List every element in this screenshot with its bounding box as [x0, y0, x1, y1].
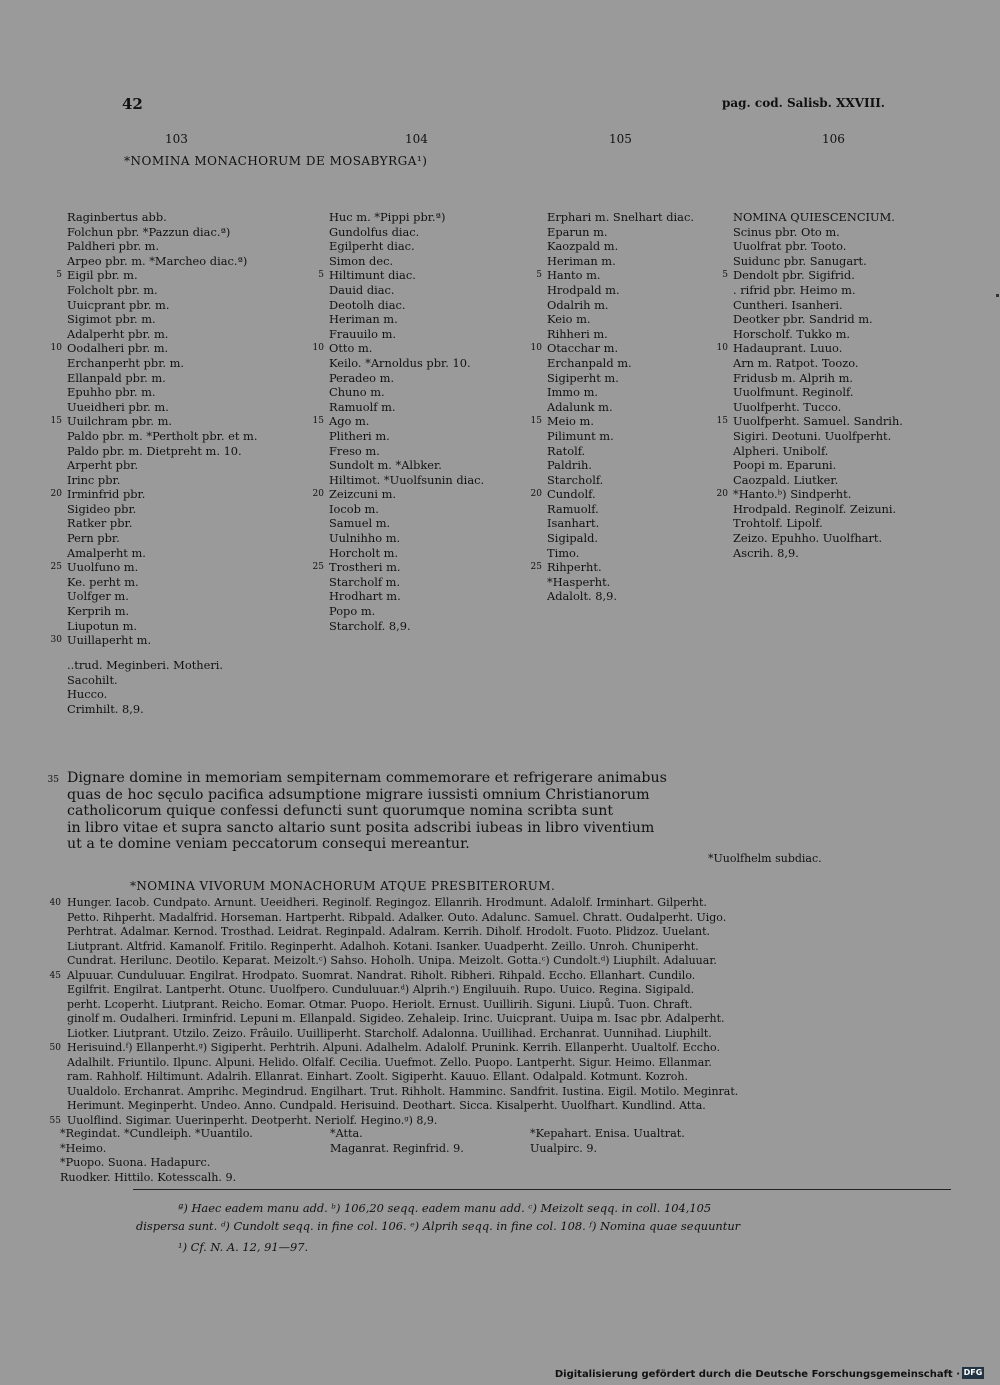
text-line: Starcholf m.: [329, 574, 401, 589]
text-line: 25 Uuolfuno m.: [67, 560, 257, 575]
text-line: 10 Hadauprant. Luuo.: [733, 341, 903, 356]
line-number: 30: [50, 635, 62, 646]
text-line: Ratker pbr.: [67, 516, 133, 531]
text-line: Hrodpald. Reginolf. Zeizuni.: [733, 501, 897, 516]
page-number: 42: [122, 95, 143, 113]
text-line: Erphari m. Snelhart diac.: [547, 210, 694, 224]
line-number: 35: [47, 775, 59, 785]
line-number: 15: [716, 416, 728, 427]
text-line: Timo.: [547, 545, 580, 560]
text-line: Ellanpald pbr. m.: [67, 370, 166, 385]
text-line: Arperht pbr.: [67, 458, 139, 473]
prayer-line: in libro vitae et supra sancto altario sunt posita adscribi iubeas in libro viventium: [67, 819, 655, 836]
text-line: Freso m.: [329, 443, 380, 458]
text-line: Raginbertus abb.: [67, 210, 167, 224]
line-number: 25: [50, 562, 62, 573]
vivi-line: Cundrat. Herilunc. Deotilo. Keparat. Meizolt.ᶜ) Sahso. Hoholh. Unipa. Meizolt. Gotta.ᶜ) Cundolt.ᵈ) Liuphilt. Adaluuar.: [67, 954, 717, 967]
text-line: 25 Rihperht.: [547, 560, 694, 575]
text-line: Uulnihho m.: [329, 531, 401, 546]
prayer-text: [47, 770, 667, 853]
vivi-title: *NOMINA VIVORUM MONACHORUM ATQUE PRESBITERORUM.: [130, 879, 556, 893]
text-line: Folcholt pbr. m.: [67, 282, 158, 297]
text-line: Uolfger m.: [67, 589, 129, 604]
text-line: Poopi m. Eparuni.: [733, 458, 837, 473]
text-line: 20 Cundolf.: [547, 487, 694, 502]
line-number: 10: [530, 343, 542, 354]
text-line: Kerprih m.: [67, 604, 130, 619]
vivi-line: Egilfrit. Engilrat. Lantperht. Otunc. Uuolfpero. Cunduluuar.ᵈ) Alprih.ᵉ) Engiluuih. Rupo. Uuico. Regina. Sigipald.: [67, 983, 695, 996]
prayer-line: quas de hoc sęculo pacifica adsumptione migrare iussisti omnium Christianorum: [67, 786, 650, 803]
text-line: 20 *Hanto.ᵇ) Sindperht.: [733, 487, 903, 502]
line-number: 45: [49, 970, 61, 981]
text-line: 10 Otacchar m.: [547, 341, 694, 356]
text-line: Starcholf. 8,9.: [329, 618, 411, 633]
text-line: Plitheri m.: [329, 428, 390, 443]
line-number: 10: [716, 343, 728, 354]
text-line: Erchanperht pbr. m.: [67, 355, 185, 370]
text-line: Huc m. *Pippi pbr.ª): [329, 210, 446, 224]
text-line: Ke. perht m.: [67, 574, 139, 589]
text-line: Cuntheri. Isanheri.: [733, 297, 843, 312]
text-line: 20 Zeizcuni m.: [329, 487, 484, 502]
footnote-line: ª) Haec eadem manu add. ᵇ) 106,20 seqq. eadem manu add. ᶜ) Meizolt seqq. in coll. 104,105: [178, 1201, 712, 1215]
vivi-line: 45 Alpuuar. Cunduluuar. Engilrat. Hrodpato. Suomrat. Nandrat. Riholt. Ribheri. Rihpald. Eccho. Ellanhart. Cundilo.: [67, 969, 738, 984]
line-number: 25: [530, 562, 542, 573]
column-number: 106: [822, 132, 845, 146]
line-number: 15: [50, 416, 62, 427]
text-line: Hucco.: [67, 687, 108, 702]
text-line: 15 Uuilchram pbr. m.: [67, 414, 257, 429]
column-104: [312, 210, 485, 633]
prayer-line: ut a te domine veniam peccatorum consequi mereantur.: [67, 836, 470, 853]
text-line: Heriman m.: [329, 312, 398, 327]
text-line: Maganrat. Reginfrid. 9.: [330, 1141, 464, 1155]
text-line: Keilo. *Arnoldus pbr. 10.: [329, 355, 471, 370]
text-line: Amalperht m.: [67, 545, 146, 560]
text-line: Uuolfmunt. Reginolf.: [733, 385, 854, 400]
text-line: Arn m. Ratpot. Toozo.: [733, 355, 859, 370]
text-line: Adalperht pbr. m.: [67, 326, 169, 341]
text-line: Samuel m.: [329, 516, 391, 531]
line-number: 55: [49, 1115, 61, 1126]
text-line: *Atta.: [330, 1127, 363, 1140]
vivi-line: Adalhilt. Friuntilo. Ilpunc. Alpuni. Helido. Olfalf. Cecilia. Uuefmot. Zello. Puopo. Lantperht. Sigur. Heimo. Ellanmar.: [67, 1055, 712, 1069]
text-line: Alpheri. Unibolf.: [733, 443, 829, 458]
text-line: Sacohilt.: [67, 672, 118, 687]
text-line: Paldheri pbr. m.: [67, 239, 160, 254]
text-line: ..trud. Meginberi. Motheri.: [67, 658, 224, 672]
tail-left: [60, 1127, 253, 1185]
vivi-line: Petto. Rihperht. Madalfrid. Horseman. Hartperht. Ribpald. Adalker. Outo. Adalunc. Samuel. Chratt. Oudalperht. Uigo.: [67, 910, 727, 924]
vivi-line: ginolf m. Oudalheri. Irminfrid. Lepuni m. Ellanpald. Sigideo. Zehaleip. Irinc. Uuicprant. Uuipa m. Isac pbr. Adalperht.: [67, 1012, 725, 1025]
line-number: 10: [50, 343, 62, 354]
text-line: Odalrih m.: [547, 297, 609, 312]
text-line: Ratolf.: [547, 443, 586, 458]
text-line: 15 Uuolfperht. Samuel. Sandrih.: [733, 414, 903, 429]
column-number: 104: [405, 132, 428, 146]
text-line: Uuolfrat pbr. Tooto.: [733, 239, 847, 254]
text-line: Scinus pbr. Oto m.: [733, 224, 840, 239]
line-number: 20: [716, 489, 728, 500]
text-line: Kaozpald m.: [547, 239, 619, 254]
text-line: Uuicprant pbr. m.: [67, 297, 170, 312]
text-line: Suidunc pbr. Sanugart.: [733, 253, 867, 268]
text-line: Starcholf.: [547, 472, 604, 487]
vivi-names: [49, 896, 739, 1128]
vivi-line: ram. Rahholf. Hiltimunt. Adalrih. Ellanrat. Einhart. Zoolt. Sigiperht. Kauuo. Ellant. Odalpald. Kotmunt. Kozroh.: [67, 1070, 688, 1083]
column-number: 103: [165, 132, 188, 146]
text-line: 5 Eigil pbr. m.: [67, 268, 257, 283]
tail-right: [530, 1127, 685, 1156]
text-line: *Puopo. Suona. Hadapurc.: [60, 1156, 211, 1169]
text-line: Hiltimot. *Uuolfsunin diac.: [329, 472, 485, 487]
text-line: Deotker pbr. Sandrid m.: [733, 312, 873, 327]
text-line: Ramuolf.: [547, 501, 599, 516]
text-line: Ruodker. Hittilo. Kotesscalh. 9.: [60, 1170, 237, 1184]
text-line: Isanhart.: [547, 516, 600, 531]
text-line: Chuno m.: [329, 385, 385, 400]
text-line: Pern pbr.: [67, 531, 120, 546]
text-line: 15 Meio m.: [547, 414, 694, 429]
text-line: Simon dec.: [329, 253, 394, 268]
text-line: Trohtolf. Lipolf.: [733, 516, 823, 531]
column-106: [716, 210, 903, 560]
text-line: Keio m.: [547, 312, 591, 327]
text-line: Gundolfus diac.: [329, 224, 420, 239]
text-line: *Heimo.: [60, 1141, 107, 1155]
text-line: Fridusb m. Alprih m.: [733, 370, 854, 385]
line-number: 5: [56, 270, 62, 281]
vivi-line: Liotker. Liutprant. Utzilo. Zeizo. Frâuilo. Uuilliperht. Starcholf. Adalonna. Uuillihad. Erchanrat. Uunnihad. Liuphilt.: [67, 1026, 712, 1040]
text-line: Popo m.: [329, 604, 376, 619]
text-line: Rihheri m.: [547, 326, 608, 341]
dfg-logo: DFG: [963, 1368, 983, 1377]
text-line: Horscholf. Tukko m.: [733, 326, 850, 341]
text-line: Immo m.: [547, 385, 599, 400]
line-number: 10: [312, 343, 324, 354]
text-line: Adalolt. 8,9.: [547, 589, 618, 604]
text-line: NOMINA QUIESCENCIUM.: [733, 210, 895, 224]
line-number: 5: [722, 270, 728, 281]
text-line: Dauid diac.: [329, 282, 395, 297]
text-line: Eparun m.: [547, 224, 608, 239]
footnote-rule: [133, 1189, 951, 1190]
text-line: 10 Oodalheri pbr. m.: [67, 341, 257, 356]
text-line: Uualpirc. 9.: [530, 1141, 598, 1155]
text-line: . rifrid pbr. Heimo m.: [733, 282, 856, 297]
line-number: 50: [49, 1043, 61, 1053]
vivi-line: perht. Lcoperht. Liutprant. Reicho. Eomar. Otmar. Puopo. Heriolt. Ernust. Uuillirih. Siguni. Liupů. Tuon. Chraft.: [67, 997, 693, 1011]
text-line: Sigiri. Deotuni. Uuolfperht.: [733, 428, 892, 443]
text-line: Sigimot pbr. m.: [67, 312, 156, 327]
line-number: 15: [530, 416, 542, 427]
footnote-line: dispersa sunt. ᵈ) Cundolt seqq. in fine col. 106. ᵉ) Alprih seqq. in fine col. 108. ᶠ) Nomina quae sequuntur: [136, 1219, 741, 1233]
footer-credit: Digitalisierung gefördert durch die Deutsche Forschungsgemeinschaft ·: [554, 1369, 960, 1380]
margin-mark: [996, 294, 999, 297]
text-line: *Regindat. *Cundleiph. *Uuantilo.: [60, 1127, 253, 1140]
column-103: [50, 210, 258, 648]
line-number: 40: [49, 898, 61, 908]
vivi-line: Liutprant. Altfrid. Kamanolf. Fritilo. Reginperht. Adalhoh. Kotani. Isanker. Uuadperht. Zeillo. Unroh. Chuniperht.: [67, 939, 699, 953]
text-line: Deotolh diac.: [329, 297, 406, 312]
vivi-line: Perhtrat. Adalmar. Kernod. Trosthad. Leidrat. Reginpald. Adalram. Kerrih. Diholf. Hrodolt. Fuoto. Plidzoz. Uuelant.: [67, 925, 711, 938]
line-number: 20: [50, 489, 62, 500]
text-line: Zeizo. Epuhho. Uuolfhart.: [733, 531, 883, 546]
vivi-line: 55 Uuolflind. Sigimar. Uuerinperht. Deotperht. Neriolf. Hegino.ᵍ) 8,9.: [67, 1114, 738, 1129]
text-line: 30 Uuillaperht m.: [67, 633, 257, 648]
text-line: Ramuolf m.: [329, 399, 396, 414]
line-number: 5: [318, 270, 324, 281]
text-line: *Kepahart. Enisa. Uualtrat.: [530, 1127, 685, 1140]
text-line: 20 Irminfrid pbr.: [67, 487, 257, 502]
text-line: Sigiperht m.: [547, 370, 619, 385]
text-line: Horcholt m.: [329, 545, 399, 560]
text-line: Adalunk m.: [547, 399, 613, 414]
text-line: Pilimunt m.: [547, 428, 614, 443]
text-line: Paldrih.: [547, 458, 592, 473]
text-line: Paldo pbr. m. Dietpreht m. 10.: [67, 443, 242, 458]
text-line: Erchanpald m.: [547, 355, 632, 370]
tail-mid: [330, 1127, 464, 1156]
page-reference: pag. cod. Salisb. XXVIII.: [722, 96, 885, 110]
line-number: 15: [312, 416, 324, 427]
text-line: *Hasperht.: [547, 574, 611, 589]
column-number: 105: [609, 132, 632, 146]
text-line: 5 Hanto m.: [547, 268, 694, 283]
footnote-line: ¹) Cf. N. A. 12, 91—97.: [178, 1240, 309, 1254]
text-line: Ascrih. 8,9.: [733, 545, 799, 560]
line-number: 5: [536, 270, 542, 281]
text-line: Arpeo pbr. m. *Marcheo diac.ª): [67, 253, 248, 268]
text-line: Epuhho pbr. m.: [67, 385, 156, 400]
text-line: Hrodhart m.: [329, 589, 401, 604]
prayer-note: *Uuolfhelm subdiac.: [708, 852, 822, 865]
text-line: Iocob m.: [329, 501, 379, 516]
vivi-line: Herimunt. Meginperht. Undeo. Anno. Cundpald. Herisuind. Deothart. Sicca. Kisalperht. Uuolfhart. Kundlind. Atta.: [67, 1099, 706, 1112]
line-number: 25: [312, 562, 324, 573]
text-line: 25 Trostheri m.: [329, 560, 484, 575]
text-line: Irinc pbr.: [67, 472, 121, 487]
text-line: 5 Hiltimunt diac.: [329, 268, 484, 283]
text-line: Paldo pbr. m. *Pertholt pbr. et m.: [67, 428, 258, 443]
prayer-line: catholicorum quique confessi defuncti sunt quorumque nomina scribta sunt: [67, 803, 614, 820]
text-line: Frauuilo m.: [329, 326, 396, 341]
column-105: [530, 210, 694, 604]
text-line: Crimhilt. 8,9.: [67, 701, 144, 716]
text-line: 10 Otto m.: [329, 341, 484, 356]
text-line: Hrodpald m.: [547, 282, 620, 297]
text-line: Egilperht diac.: [329, 239, 415, 254]
text-line: Liupotun m.: [67, 618, 137, 633]
text-line: Uuolfperht. Tucco.: [733, 399, 842, 414]
text-line: Sigipald.: [547, 531, 599, 546]
text-line: Sundolt m. *Albker.: [329, 458, 442, 473]
vivi-line: Uualdolo. Erchanrat. Amprihc. Megindrud. Engilhart. Trut. Rihholt. Hamminc. Sandfrit. Iustina. Eigil. Motilo. Meginrat.: [67, 1084, 739, 1098]
text-line: Heriman m.: [547, 253, 616, 268]
text-line: Caozpald. Liutker.: [733, 472, 839, 487]
line-number: 20: [312, 489, 324, 500]
text-line: 5 Dendolt pbr. Sigifrid.: [733, 268, 903, 283]
text-line: Folchun pbr. *Pazzun diac.ª): [67, 224, 231, 239]
prayer-line: 35 Dignare domine in memoriam sempiternam commemorare et refrigerare animabus: [67, 770, 667, 787]
column-103-extra: [67, 658, 223, 716]
vivi-line: 40 Hunger. Iacob. Cundpato. Arnunt. Ueeidheri. Reginolf. Regingoz. Ellanrih. Hrodmunt. Adalolf. Irminhart. Gilperht.: [67, 896, 738, 911]
text-line: Sigideo pbr.: [67, 501, 137, 516]
vivi-line: 50 Herisuind.ᶠ) Ellanperht.ᵍ) Sigiperht. Perhtrih. Alpuni. Adalhelm. Adalolf. Prunink. Kerrih. Ellanperht. Uualtolf. Eccho.: [67, 1041, 738, 1056]
section-title: *NOMINA MONACHORUM DE MOSABYRGA¹): [124, 154, 428, 168]
text-line: Uueidheri pbr. m.: [67, 399, 169, 414]
line-number: 20: [530, 489, 542, 500]
text-line: 15 Ago m.: [329, 414, 484, 429]
text-line: Peradeo m.: [329, 370, 395, 385]
